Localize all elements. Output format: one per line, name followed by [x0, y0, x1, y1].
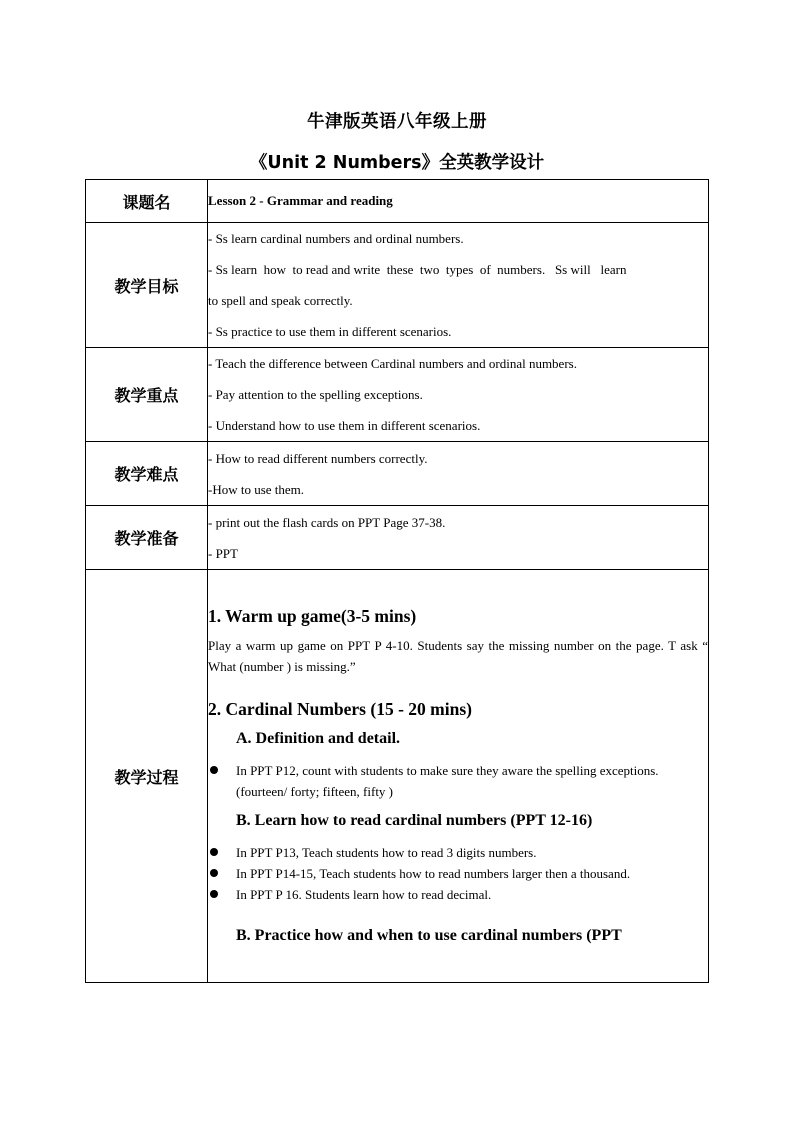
row-label-process: 教学过程	[86, 570, 208, 983]
section-heading: 1. Warm up game(3-5 mins)	[208, 605, 417, 626]
row-label-key-points: 教学重点	[86, 348, 208, 442]
lesson-title: Lesson 2 - Grammar and reading	[208, 193, 393, 208]
warmup-description: Play a warm up game on PPT P 4-10. Students say the missing number on the page. T ask “ What (number ) is missing.”	[208, 637, 708, 674]
spacer	[208, 905, 708, 927]
list-item-text: In PPT P 16. Students learn how to read decimal.	[236, 886, 492, 902]
bullet-icon	[210, 848, 218, 856]
topic-content	[208, 180, 709, 223]
difficulty-line: -How to use them.	[208, 481, 305, 497]
key-points-content	[208, 348, 709, 442]
list-item	[208, 760, 708, 802]
row-difficulties	[86, 442, 709, 506]
process-content	[208, 570, 709, 983]
subsection-heading: A. Definition and detail.	[236, 729, 401, 747]
document-title: 牛津版英语八年级上册	[307, 112, 487, 132]
list-item-text: In PPT P13, Teach students how to read 3 digits numbers.	[236, 844, 537, 860]
section-heading: 2. Cardinal Numbers (15 - 20 mins)	[208, 698, 472, 719]
list-item-text: In PPT P12, count with students to make sure they aware the spelling exceptions. (fourteen/ forty; fifteen, fifty )	[236, 762, 659, 799]
objectives-content	[208, 223, 709, 348]
key-point-line: - Pay attention to the spelling exceptions.	[208, 387, 423, 402]
key-point-line: - Understand how to use them in different scenarios.	[208, 418, 481, 433]
bullet-icon	[210, 766, 218, 774]
difficulties-content	[208, 442, 709, 506]
row-preparation	[86, 506, 709, 570]
document-subtitle: 《Unit 2 Numbers》全英教学设计	[249, 153, 545, 173]
row-label-objectives: 教学目标	[86, 223, 208, 348]
objective-line: - Ss practice to use them in different scenarios.	[208, 324, 452, 339]
row-key-points	[86, 348, 709, 442]
row-objectives	[86, 223, 709, 348]
preparation-content	[208, 506, 709, 570]
bullet-icon	[210, 890, 218, 898]
preparation-line: - print out the flash cards on PPT Page 37-38.	[208, 514, 446, 530]
bullet-list	[208, 842, 708, 905]
preparation-line: - PPT	[208, 545, 238, 561]
lesson-plan-table	[85, 179, 709, 983]
subsection-heading: B. Practice how and when to use cardinal numbers (PPT	[236, 926, 622, 944]
row-label-difficulties: 教学难点	[86, 442, 208, 506]
difficulty-line: - How to read different numbers correctly.	[208, 450, 428, 466]
objective-line: - Ss learn cardinal numbers and ordinal numbers.	[208, 231, 464, 246]
bullet-list	[208, 760, 708, 802]
bullet-icon	[210, 869, 218, 877]
subsection-heading: B. Learn how to read cardinal numbers (PPT 12-16)	[236, 811, 593, 829]
row-topic	[86, 180, 709, 223]
list-item	[208, 884, 708, 905]
key-point-line: - Teach the difference between Cardinal numbers and ordinal numbers.	[208, 356, 577, 371]
list-item	[208, 842, 708, 863]
list-item-text: In PPT P14-15, Teach students how to read numbers larger then a thousand.	[236, 865, 631, 881]
objective-line: to spell and speak correctly.	[208, 293, 353, 308]
row-process	[86, 570, 709, 983]
row-label-preparation: 教学准备	[86, 506, 208, 570]
row-label-topic: 课题名	[86, 180, 208, 223]
objective-line: - Ss learn how to read and write these two types of numbers. Ss will learn	[208, 262, 627, 277]
list-item	[208, 863, 708, 884]
